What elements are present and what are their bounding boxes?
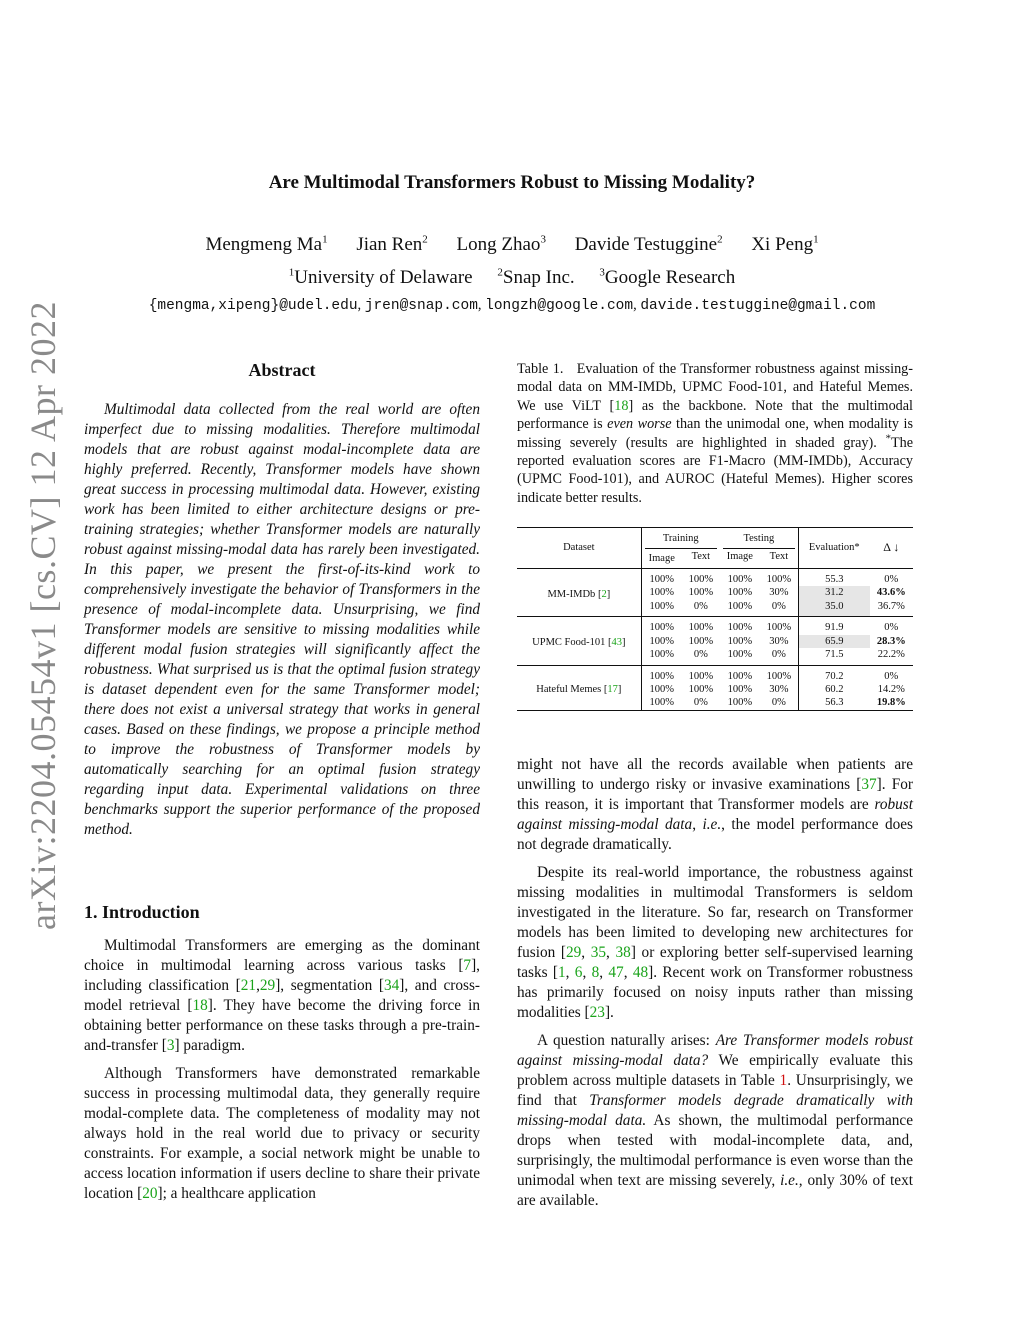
- table-cell: 14.2%: [877, 683, 905, 695]
- author: Long Zhao$^3$: [456, 233, 546, 255]
- table-cell: 30%: [769, 635, 789, 647]
- table-caption: Table 1. Evaluation of the Transformer robustness against missing-modal data on MM-IMDb, UPMC Food-101, and Hateful Memes. We use ViLT [18] as the backbone. Note that the multimodal performance is even worse than the unimodal one, when modality is missing severely (results are highlighted in shaded gray). *The reported evaluation scores are F1-Macro (MM-IMDb), Accuracy (UPMC Food-101), and AUROC (Hateful Memes). Higher scores indicate better results.: [517, 361, 913, 506]
- table-cell: 100%: [688, 574, 714, 586]
- intro-paragraph: Multimodal Transformers are emerging as the dominant choice in multimodal learning across various tasks [7], including classification [21,29], segmentation [34], and cross-model retrieval [18]. They have become the driving force in obtaining better performance on these tasks through a pre-train-and-transfer [3] paradigm.: [84, 937, 481, 1054]
- table-cell-best: 43.6%: [876, 587, 906, 599]
- citation-link[interactable]: 17: [607, 683, 618, 695]
- citation-link[interactable]: 3: [166, 1037, 175, 1054]
- citation-link[interactable]: 38: [615, 943, 631, 961]
- email: longzh@google.com: [485, 298, 634, 314]
- table-header-image: Image: [641, 549, 682, 569]
- table-cell: 100%: [766, 670, 792, 682]
- citation-link[interactable]: 34: [383, 977, 400, 994]
- table-cell: 100%: [727, 574, 753, 586]
- table-cell-best: 19.8%: [870, 696, 913, 710]
- table-cell: 100%: [641, 696, 682, 710]
- right-column: [517, 360, 913, 1211]
- table-cell: 0%: [760, 648, 799, 665]
- table-cell: 100%: [688, 670, 714, 682]
- table-cell: 100%: [641, 586, 682, 599]
- table-cell: 100%: [641, 569, 682, 587]
- affiliation: $^2$Snap Inc.: [497, 266, 575, 288]
- table-cell: 100%: [641, 683, 682, 696]
- table-header-evaluation: Evaluation*: [798, 528, 869, 569]
- table-cell: 100%: [720, 648, 760, 665]
- table-cell: 71.5: [798, 648, 869, 665]
- table-cell: 30%: [769, 587, 789, 599]
- arxiv-identifier: arXiv:2204.05454v1 [cs.CV] 12 Apr 2022: [23, 301, 63, 930]
- table-header-image: Image: [720, 549, 760, 569]
- citation-link[interactable]: 48: [632, 963, 649, 981]
- citation-link[interactable]: 1: [558, 963, 566, 981]
- intro-paragraph: Although Transformers have demonstrated remarkable success in processing multimodal data, they generally require modal-complete data. The completeness of modality may not always hold in the real world due to privacy or security constraints. For example, a social network might be unable to access location information if users decline to share their private location [20]; a healthcare application: [84, 1065, 480, 1202]
- affiliation: $^1$University of Delaware: [288, 266, 473, 288]
- table-cell: 100%: [727, 587, 753, 599]
- table-cell: 100%: [720, 600, 760, 617]
- table-header-text: Text: [682, 549, 720, 569]
- table-cell: 55.3: [798, 569, 869, 587]
- author: Jian Ren$^2$: [356, 233, 428, 255]
- table-header-text: Text: [760, 549, 799, 569]
- table-cell: 60.2: [798, 683, 869, 696]
- table-header-delta: Δ ↓: [870, 528, 913, 569]
- citation-link[interactable]: 29: [259, 977, 276, 994]
- table-cell-highlighted: 31.2: [798, 586, 869, 599]
- citation-link[interactable]: 6: [574, 963, 583, 981]
- table-header-dataset: Dataset: [517, 528, 641, 569]
- author: Xi Peng$^1$: [751, 233, 819, 255]
- table-cell: 0%: [682, 696, 720, 710]
- affiliation: $^3$Google Research: [599, 266, 736, 288]
- introduction-heading: 1. Introduction: [84, 902, 200, 922]
- table-cell: 36.7%: [870, 600, 913, 617]
- table-cell: 100%: [688, 683, 714, 695]
- table-cell-highlighted: 35.0: [798, 600, 869, 617]
- table-cell-best: 28.3%: [876, 635, 906, 647]
- email: {mengma,xipeng}@udel.edu: [148, 298, 358, 314]
- table-dataset-cell: Hateful Memes [17]: [517, 665, 641, 710]
- table-cell: 100%: [766, 622, 792, 634]
- results-table: [517, 527, 913, 710]
- paper-title: Are Multimodal Transformers Robust to Missing Modality?: [268, 172, 756, 193]
- table-cell: 100%: [641, 617, 682, 635]
- citation-link[interactable]: 35: [590, 943, 607, 961]
- table-cell: 100%: [688, 635, 714, 647]
- citation-link[interactable]: 29: [565, 943, 582, 961]
- author: Davide Testuggine$^2$: [574, 233, 723, 255]
- citation-link[interactable]: 7: [463, 957, 472, 974]
- table-dataset-cell: UPMC Food-101 [43]: [517, 617, 641, 665]
- table-cell: 100%: [727, 683, 753, 695]
- table-cell: 0%: [884, 670, 899, 682]
- table-cell: 100%: [727, 670, 753, 682]
- table-cell: 0%: [884, 574, 899, 586]
- table-cell: 100%: [727, 622, 753, 634]
- table-cell: 0%: [682, 648, 720, 665]
- citation-link[interactable]: 21: [240, 977, 257, 994]
- table-cell: 70.2: [798, 665, 869, 683]
- table-cell: 100%: [766, 574, 792, 586]
- citation-link[interactable]: 47: [608, 963, 624, 981]
- table-cell: 100%: [688, 622, 714, 634]
- right-body-text: [517, 755, 913, 1211]
- citation-link[interactable]: 43: [611, 637, 622, 649]
- table-cell: 22.2%: [870, 648, 913, 665]
- table-dataset-cell: MM-IMDb [2]: [517, 569, 641, 617]
- table-cell: 0%: [760, 600, 799, 617]
- citation-link[interactable]: 8: [591, 963, 600, 981]
- abstract-heading: Abstract: [248, 360, 316, 380]
- table-cell: 100%: [688, 587, 714, 599]
- table-cell: 30%: [769, 683, 789, 695]
- citation-link[interactable]: 20: [142, 1185, 158, 1202]
- email: davide.testuggine@gmail.com: [640, 298, 876, 314]
- table-cell: 91.9: [798, 617, 869, 635]
- author: Mengmeng Ma$^1$: [205, 233, 328, 255]
- citation-link[interactable]: 18: [192, 997, 208, 1014]
- table-cell: 0%: [760, 696, 799, 710]
- citation-link[interactable]: 37: [861, 775, 877, 793]
- table-cell: 0%: [884, 622, 899, 634]
- email: jren@snap.com: [364, 298, 478, 314]
- body-paragraph: Despite its real-world importance, the robustness against missing modalities in multimodal Transformers is seldom investigated in the literature. So far, research on Transformer models has been limited to developing new architectures for fusion [29, 35, 38] or exploring better self-supervised learning tasks [1, 6, 8, 47, 48]. Recent work on Transformer robustness has primarily focused on noisy inputs rather than missing modalities [23].: [517, 863, 914, 1021]
- citation-link[interactable]: 18: [614, 397, 629, 414]
- table-cell: 100%: [641, 635, 682, 648]
- table-cell: 100%: [727, 635, 753, 647]
- table-cell: 0%: [682, 600, 720, 617]
- table-reference-link[interactable]: 1: [779, 1071, 788, 1089]
- table-header-testing: Testing: [720, 528, 799, 549]
- table-cell: 100%: [641, 665, 682, 683]
- table-cell: 100%: [720, 696, 760, 710]
- table-cell: 100%: [641, 600, 682, 617]
- author-list: [0, 234, 1024, 256]
- table-cell: 56.3: [798, 696, 869, 710]
- table-header-training: Training: [641, 528, 720, 549]
- body-paragraph: might not have all the records available when patients are unwilling to undergo risky or invasive examinations [37]. For this reason, it is important that Transformer models are robust against missing-modal data, i.e., the model performance does not degrade dramatically.: [517, 755, 913, 853]
- email-list: {mengma,xipeng}@udel.edu, jren@snap.com, longzh@google.com, davide.testuggine@gmail.com: [148, 297, 876, 314]
- table-cell-highlighted: 65.9: [798, 635, 869, 648]
- table-cell: 100%: [641, 648, 682, 665]
- affiliation-list: [0, 267, 1024, 289]
- citation-link[interactable]: 2: [601, 588, 607, 600]
- left-column: [84, 360, 480, 1204]
- abstract-text: Multimodal data collected from the real world are often imperfect due to missing modalities. Therefore multimodal models that are robust against modal-incomplete data are highly preferred. Recently, Transformer models have shown great success in processing multimodal data. However, existing work has been limited to either architecture designs or pre-training strategies; whether Transformer models are naturally robust against missing-modal data has rarely been investigated. In this paper, we present the first-of-its-kind work to comprehensively investigate the behavior of Transformers in the presence of modal-incomplete data. Unsurprising, we find Transformer models are sensitive to missing modalities while different modal fusion strategies will significantly affect the robustness. What surprised us is that the optimal fusion strategy is dataset dependent even for the same Transformer model; there does not exist a universal strategy that works in general cases. Based on these findings, we propose a principle method to improve the robustness of Transformer models by automatically searching for an optimal fusion strategy regarding input data. Experimental validations on three benchmarks support the superior performance of the proposed method.: [84, 401, 480, 838]
- citation-link[interactable]: 23: [589, 1003, 605, 1021]
- body-paragraph: A question naturally arises: Are Transformer models robust against missing-modal data? We empirically evaluate this problem across multiple datasets in Table 1. Unsurprisingly, we find that Transformer models degrade dramatically with missing-modal data. As shown, the multimodal performance drops when tested with modal-incomplete data, and, surprisingly, the multimodal performance is even worse than the unimodal when text are missing severely, i.e., only 30% of text are available.: [517, 1031, 913, 1209]
